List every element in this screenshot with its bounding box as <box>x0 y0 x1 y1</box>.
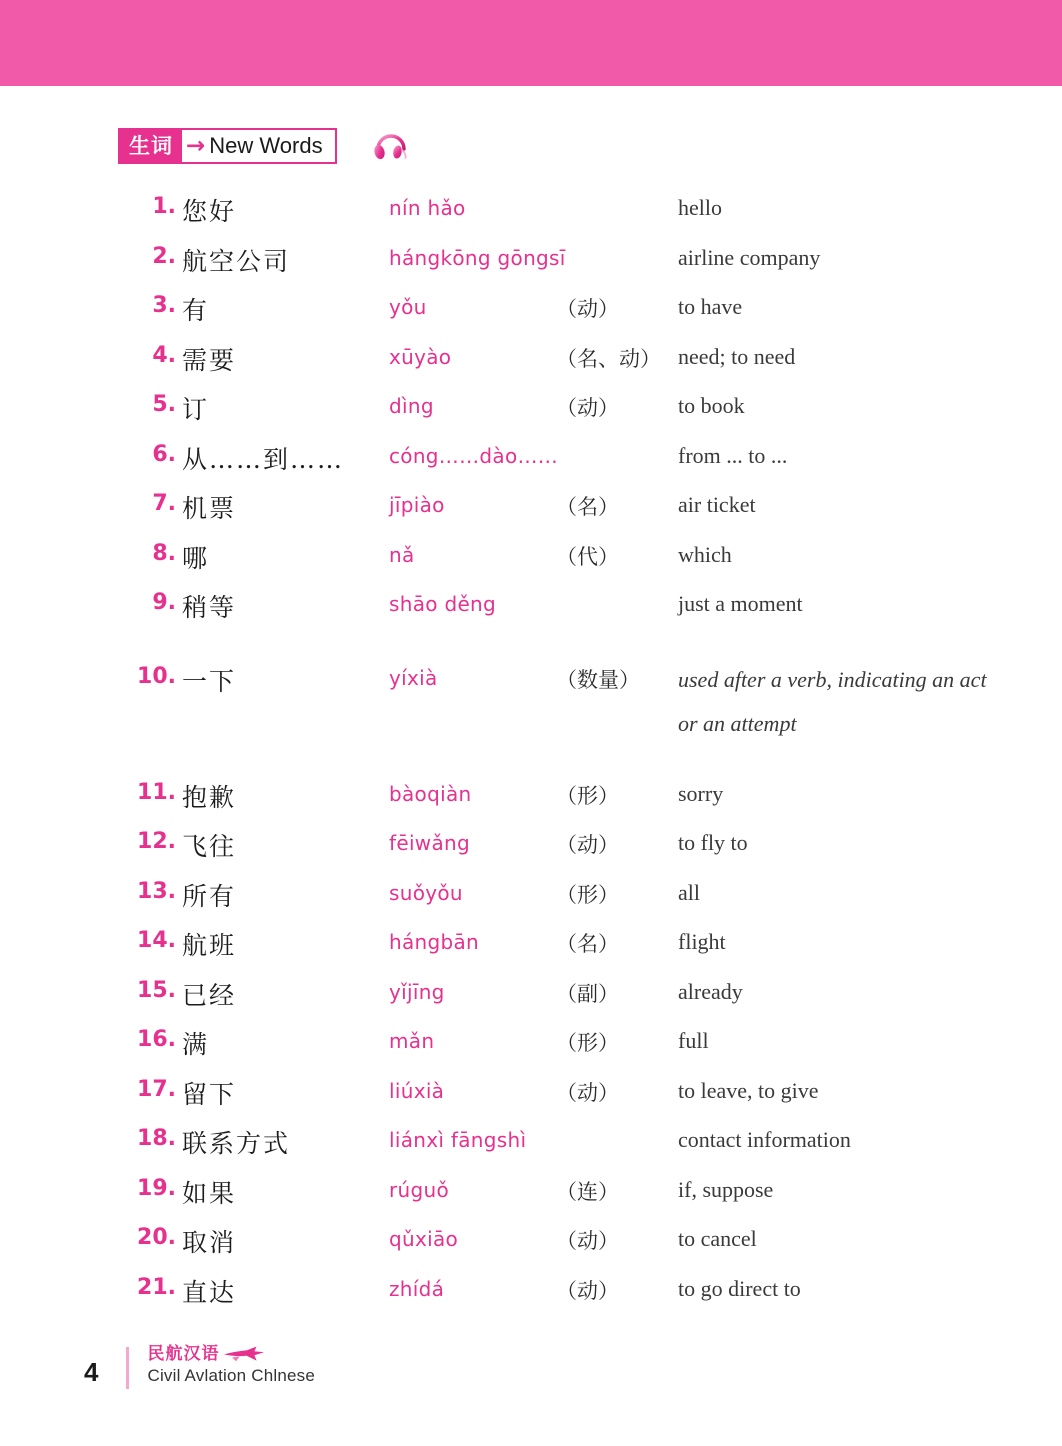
word-part-of-speech: （形） <box>556 783 619 808</box>
word-chinese: 您好 <box>182 197 237 226</box>
word-chinese: 从……到…… <box>182 444 345 474</box>
word-english: to leave, to give <box>678 1077 819 1103</box>
word-chinese: 需要 <box>182 345 237 375</box>
word-row <box>0 390 1062 440</box>
word-row <box>0 291 1062 341</box>
word-part-of-speech: （名、动） <box>556 346 661 371</box>
word-chinese: 取消 <box>182 1228 237 1257</box>
word-pinyin: suǒyǒu <box>389 880 463 905</box>
word-english: need; to need <box>678 343 796 369</box>
word-pinyin: shāo děng <box>389 592 497 616</box>
word-pinyin: rúguǒ <box>389 1177 450 1202</box>
arrow-right-icon: → <box>186 132 206 159</box>
word-pinyin: yǒu <box>389 295 427 319</box>
word-chinese: 联系方式 <box>182 1129 291 1158</box>
word-english: just a moment <box>678 591 803 616</box>
page-footer <box>84 1345 315 1389</box>
word-index: 14. <box>137 928 176 953</box>
word-pinyin: yǐjīng <box>389 979 445 1004</box>
word-english: to go direct to <box>678 1275 801 1301</box>
brand-chinese-label: 民航汉语 <box>147 1344 220 1364</box>
brand-english-label: Civil Avlation Chlnese <box>147 1365 316 1385</box>
word-part-of-speech: （形） <box>556 882 619 907</box>
word-english: hello <box>678 195 722 220</box>
word-pinyin: bàoqiàn <box>389 781 472 806</box>
word-pinyin: qǔxiāo <box>389 1227 459 1251</box>
headphones-icon <box>373 129 413 163</box>
word-part-of-speech: （数量） <box>556 667 640 692</box>
word-index: 2. <box>152 243 176 269</box>
word-part-of-speech: （连） <box>556 1179 619 1204</box>
word-pinyin: fēiwǎng <box>389 831 470 855</box>
word-row <box>0 1223 1062 1273</box>
word-index: 4. <box>152 342 176 368</box>
word-row <box>0 341 1062 391</box>
word-part-of-speech: （动） <box>556 1278 619 1303</box>
word-english: to cancel <box>678 1226 757 1251</box>
word-row <box>0 1124 1062 1174</box>
word-row <box>0 1025 1062 1075</box>
word-chinese: 已经 <box>182 980 237 1010</box>
word-part-of-speech: （动） <box>556 396 619 420</box>
word-chinese: 直达 <box>182 1277 237 1307</box>
airplane-icon <box>223 1346 265 1363</box>
word-pinyin: nǎ <box>389 542 415 567</box>
page-number: 4 <box>84 1357 99 1387</box>
word-row <box>0 662 1062 754</box>
section-header <box>118 128 413 164</box>
word-chinese: 有 <box>182 296 210 325</box>
word-chinese: 如果 <box>182 1178 237 1208</box>
word-english: sorry <box>678 780 724 806</box>
word-row <box>0 926 1062 976</box>
word-pinyin: mǎn <box>389 1029 435 1053</box>
word-index: 16. <box>137 1027 176 1052</box>
word-pinyin: xūyào <box>389 344 452 369</box>
word-row <box>0 242 1062 292</box>
word-row <box>0 539 1062 589</box>
word-pinyin: hángkōng gōngsī <box>389 245 566 270</box>
badge-english-label: New Words <box>209 133 323 158</box>
word-index: 18. <box>137 1126 176 1151</box>
word-index: 6. <box>152 441 176 467</box>
word-index: 10. <box>137 663 176 689</box>
word-part-of-speech: （形） <box>556 1031 619 1055</box>
word-pinyin: nín hǎo <box>389 196 466 220</box>
word-part-of-speech: （名） <box>556 932 619 956</box>
new-words-list <box>0 192 1062 1322</box>
word-part-of-speech: （代） <box>556 544 619 569</box>
word-english: which <box>678 541 732 567</box>
word-index: 1. <box>152 194 176 219</box>
word-row <box>0 827 1062 877</box>
word-pinyin: jīpiào <box>389 493 445 517</box>
word-index: 11. <box>137 779 176 805</box>
word-index: 19. <box>137 1175 176 1201</box>
word-chinese: 哪 <box>182 543 210 573</box>
word-index: 20. <box>137 1225 176 1250</box>
word-row <box>0 1174 1062 1224</box>
word-english: used after a verb, indicating an act or an attempt <box>678 666 987 736</box>
word-part-of-speech: （副） <box>556 981 619 1006</box>
word-index: 15. <box>137 977 176 1003</box>
word-pinyin: liúxià <box>389 1078 445 1103</box>
word-row <box>0 976 1062 1026</box>
word-english: from ... to ... <box>678 442 788 468</box>
word-english: contact information <box>678 1127 851 1152</box>
word-part-of-speech: （动） <box>556 1080 619 1105</box>
word-part-of-speech: （动） <box>556 297 619 321</box>
word-index: 17. <box>137 1076 176 1102</box>
word-index: 5. <box>152 392 176 417</box>
word-row <box>0 440 1062 490</box>
word-english: already <box>678 978 743 1004</box>
word-chinese: 稍等 <box>182 593 237 622</box>
word-index: 7. <box>152 491 176 516</box>
word-pinyin: cóng……dào…… <box>389 443 559 468</box>
word-english: to fly to <box>678 830 748 855</box>
word-chinese: 所有 <box>182 881 237 911</box>
word-row <box>0 588 1062 638</box>
word-chinese: 航班 <box>182 931 237 960</box>
word-chinese: 抱歉 <box>182 782 237 812</box>
word-index: 21. <box>137 1274 176 1300</box>
word-row <box>0 778 1062 828</box>
word-chinese: 满 <box>182 1030 210 1059</box>
word-index: 9. <box>152 590 176 615</box>
word-chinese: 留下 <box>182 1079 237 1109</box>
badge-chinese-label: 生词 <box>120 130 182 162</box>
word-part-of-speech: （名） <box>556 495 619 519</box>
word-index: 8. <box>152 540 176 566</box>
word-index: 13. <box>137 878 176 904</box>
word-english: full <box>678 1028 709 1053</box>
word-pinyin: dìng <box>389 394 434 418</box>
word-row <box>0 1273 1062 1323</box>
footer-brand <box>147 1345 315 1385</box>
word-english: if, suppose <box>678 1176 774 1202</box>
word-chinese: 订 <box>182 395 210 424</box>
word-pinyin: zhídá <box>389 1276 445 1301</box>
word-chinese: 一下 <box>182 666 237 696</box>
word-pinyin: yíxià <box>389 665 438 690</box>
brand-chinese-line <box>147 1345 315 1364</box>
word-row <box>0 877 1062 927</box>
word-english: all <box>678 879 700 905</box>
word-pinyin: hángbān <box>389 930 480 954</box>
word-row <box>0 489 1062 539</box>
word-pinyin: liánxì fāngshì <box>389 1128 527 1152</box>
word-chinese: 飞往 <box>182 832 237 861</box>
word-chinese: 机票 <box>182 494 237 523</box>
word-part-of-speech: （动） <box>556 1229 619 1253</box>
new-words-badge <box>118 128 337 164</box>
word-index: 3. <box>152 293 176 318</box>
word-row <box>0 192 1062 242</box>
top-pink-banner <box>0 0 1062 86</box>
word-english: airline company <box>678 244 821 270</box>
word-row <box>0 1075 1062 1125</box>
word-english: to have <box>678 294 743 319</box>
footer-divider <box>126 1347 129 1389</box>
word-chinese: 航空公司 <box>182 246 291 276</box>
word-index: 12. <box>137 829 176 854</box>
word-english: air ticket <box>678 492 756 517</box>
word-english: to book <box>678 393 745 418</box>
word-part-of-speech: （动） <box>556 833 619 857</box>
word-english: flight <box>678 929 726 954</box>
